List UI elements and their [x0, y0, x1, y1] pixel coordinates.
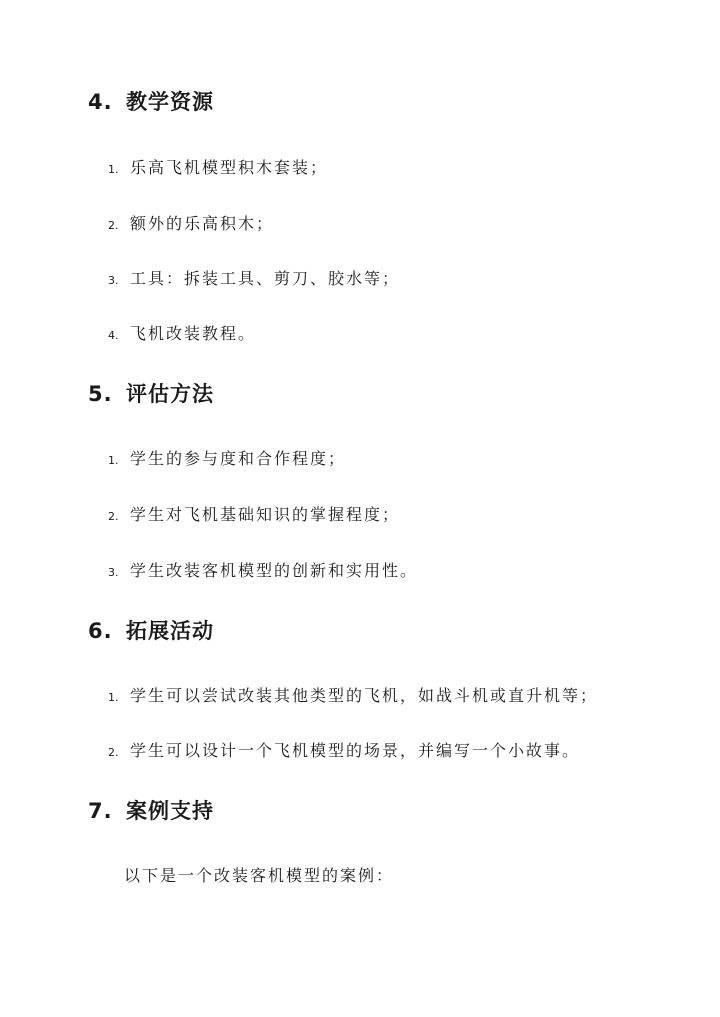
list-item: [108, 156, 328, 182]
list-item: [108, 684, 598, 710]
list-item-text: 学生可以设计一个飞机模型的场景，并编写一个小故事。: [130, 741, 581, 760]
list-item: [108, 447, 346, 473]
list-marker: 3.: [108, 566, 119, 579]
list-marker: 1.: [108, 454, 119, 467]
list-item: [108, 267, 400, 293]
section-heading-extension: [88, 617, 214, 645]
section-number: 5.: [88, 382, 113, 406]
list-marker: 1.: [108, 163, 119, 176]
list-item-text: 学生改装客机模型的创新和实用性。: [130, 561, 419, 580]
list-item: [108, 559, 418, 585]
list-item: [108, 739, 580, 765]
list-marker: 2.: [108, 510, 119, 523]
section-number: 4.: [88, 90, 113, 114]
list-item-text: 飞机改装教程。: [130, 324, 257, 343]
list-item-text: 学生的参与度和合作程度；: [130, 449, 347, 468]
list-marker: 4.: [108, 329, 119, 342]
section-number: 7.: [88, 799, 113, 823]
section-title: 案例支持: [126, 799, 214, 823]
list-item-text: 学生可以尝试改装其他类型的飞机，如战斗机或直升机等；: [130, 686, 599, 705]
section-title: 拓展活动: [126, 619, 214, 643]
section-heading-assessment: [88, 380, 214, 408]
list-marker: 2.: [108, 219, 119, 232]
list-item: [108, 503, 400, 529]
section-number: 6.: [88, 619, 113, 643]
list-item: [108, 212, 274, 238]
list-item-text: 学生对飞机基础知识的掌握程度；: [130, 505, 401, 524]
section-title: 评估方法: [126, 382, 214, 406]
section-heading-case-support: [88, 797, 214, 825]
list-marker: 1.: [108, 691, 119, 704]
list-item-text: 额外的乐高积木；: [130, 214, 275, 233]
section-title: 教学资源: [126, 90, 214, 114]
section-heading-resources: [88, 88, 214, 116]
list-marker: 3.: [108, 274, 119, 287]
body-paragraph: 以下是一个改装客机模型的案例：: [124, 866, 395, 885]
list-item-text: 乐高飞机模型积木套装；: [130, 158, 329, 177]
list-item: [108, 322, 256, 348]
list-item-text: 工具：拆装工具、剪刀、胶水等；: [130, 269, 401, 288]
list-marker: 2.: [108, 746, 119, 759]
